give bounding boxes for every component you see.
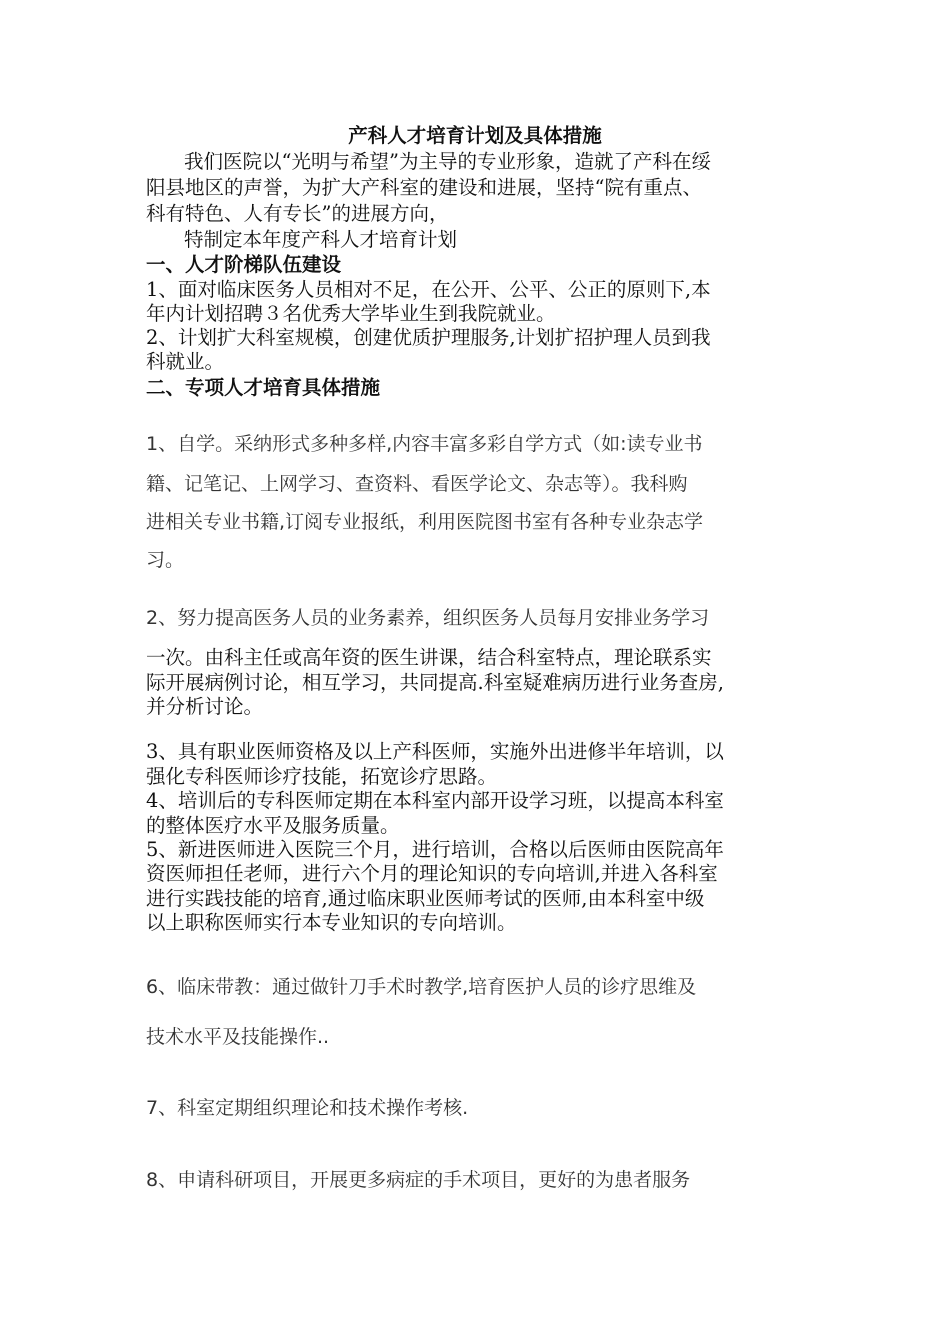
section2-heading: 二、专项人才培育具体措施 bbox=[146, 376, 381, 399]
section1-heading: 一、人才阶梯队伍建设 bbox=[146, 253, 342, 276]
intro-line: 特制定本年度产科人才培育计划 bbox=[184, 228, 458, 251]
section1-line: 科就业。 bbox=[146, 350, 225, 373]
intro-line: 我们医院以“光明与希望”为主导的专业形象，造就了产科在绥 bbox=[184, 150, 711, 173]
item5-line: 进行实践技能的培育,通过临床职业医师考试的医师,由本科室中级 bbox=[146, 887, 705, 910]
item3-line: 3、具有职业医师资格及以上产科医师，实施外出进修半年培训，以 bbox=[146, 740, 724, 763]
item5-line: 5、新进医师进入医院三个月，进行培训，合格以后医师由医院高年 bbox=[146, 838, 724, 861]
section1-line: 年内计划招聘３名优秀大学毕业生到我院就业。 bbox=[146, 302, 556, 325]
item2-line: 际开展病例讨论，相互学习，共同提高.科室疑难病历进行业务查房, bbox=[146, 671, 724, 694]
section1-line: 2、计划扩大科室规模，创建优质护理服务,计划扩招护理人员到我 bbox=[146, 326, 711, 349]
intro-line: 科有特色、人有专长”的进展方向， bbox=[146, 202, 449, 225]
item2-line: 并分析讨论。 bbox=[146, 695, 264, 718]
item6-line: 6、临床带教：通过做针刀手术时教学,培育医护人员的诊疗思维及 bbox=[146, 976, 697, 998]
item1-line: 籍、记笔记、上网学习、查资料、看医学论文、杂志等）。我科购 bbox=[146, 473, 688, 495]
item7-line: 7、科室定期组织理论和技术操作考核. bbox=[146, 1097, 469, 1119]
item4-line: 的整体医疗水平及服务质量。 bbox=[146, 814, 400, 837]
item1-line: 进相关专业书籍,订阅专业报纸，利用医院图书室有各种专业杂志学 bbox=[146, 511, 704, 533]
item1-line: 习。 bbox=[146, 549, 185, 571]
item4-line: 4、培训后的专科医师定期在本科室内部开设学习班，以提高本科室 bbox=[146, 789, 724, 812]
item5-line: 资医师担任老师，进行六个月的理论知识的专向培训,并进入各科室 bbox=[146, 862, 718, 885]
item6-line: 技术水平及技能操作.. bbox=[146, 1026, 330, 1048]
item2-line: 2、努力提高医务人员的业务素养，组织医务人员每月安排业务学习 bbox=[146, 607, 710, 629]
item5-line: 以上职称医师实行本专业知识的专向培训。 bbox=[146, 911, 517, 934]
intro-line: 阳县地区的声誉，为扩大产科室的建设和进展，坚持“院有重点、 bbox=[146, 176, 702, 199]
item3-line: 强化专科医师诊疗技能，拓宽诊疗思路。 bbox=[146, 765, 498, 788]
item1-line: 1、自学。采纳形式多种多样,内容丰富多彩自学方式（如:读专业书 bbox=[146, 433, 703, 455]
document-title: 产科人才培育计划及具体措施 bbox=[348, 124, 602, 147]
item8-line: 8、申请科研项目，开展更多病症的手术项目，更好的为患者服务 bbox=[146, 1169, 691, 1191]
section1-line: 1、面对临床医务人员相对不足，在公开、公平、公正的原则下,本 bbox=[146, 278, 711, 301]
item2-line: 一次。由科主任或高年资的医生讲课，结合科室特点，理论联系实 bbox=[146, 646, 712, 669]
